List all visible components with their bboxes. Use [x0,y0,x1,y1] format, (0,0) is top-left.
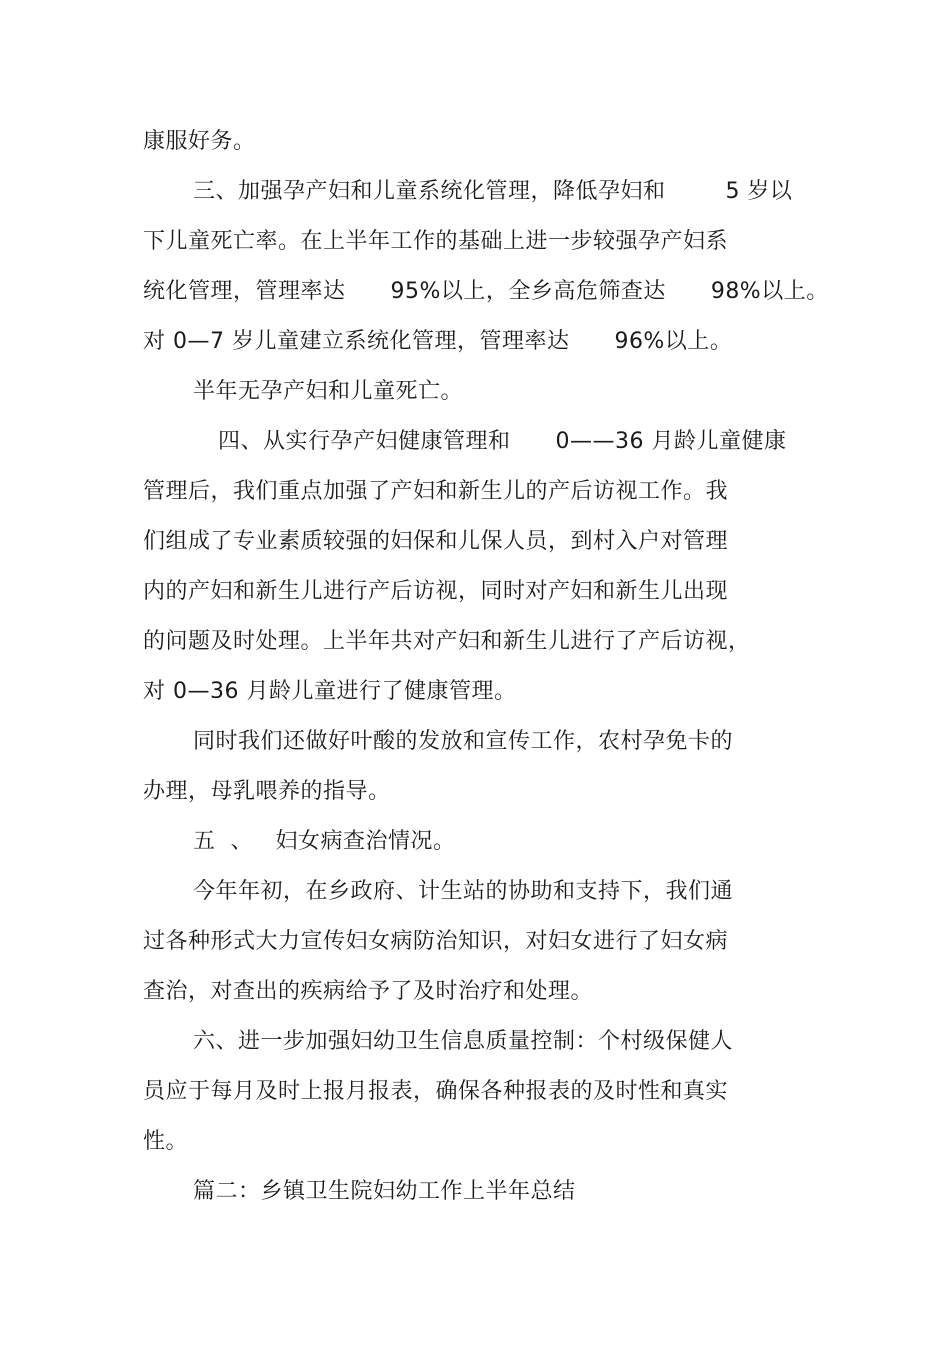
text-line-11: 的问题及时处理。上半年共对产妇和新生儿进行了产后访视， [143,629,751,654]
text-line-13: 同时我们还做好叶酸的发放和宣传工作，农村孕免卡的 [193,729,734,754]
text-line-8: 管理后，我们重点加强了产妇和新生儿的产后访视工作。我 [143,479,729,504]
text-line-18: 查治，对查出的疾病给予了及时治疗和处理。 [143,979,594,1004]
text-line-20: 员应于每月及时上报月报表，确保各种报表的及时性和真实 [143,1079,729,1104]
text-line-2: 三、加强孕产妇和儿童系统化管理，降低孕妇和 5 岁以 [193,179,793,204]
text-line-4: 统化管理，管理率达 95%以上，全乡高危筛查达 98%以上。 [143,279,829,304]
text-line-21: 性。 [143,1129,189,1154]
text-line-15: 五 、 妇女病查治情况。 [193,829,456,854]
text-line-7: 四、从实行孕产妇健康管理和 0——36 月龄儿童健康 [218,429,787,454]
text-line-5: 对 0—7 岁儿童建立系统化管理，管理率达 96%以上。 [143,329,733,354]
text-line-6: 半年无孕产妇和儿童死亡。 [193,379,464,404]
text-line-3: 下儿童死亡率。在上半年工作的基础上进一步较强孕产妇系 [143,229,729,254]
section-heading: 篇二：乡镇卫生院妇幼工作上半年总结 [193,1179,576,1204]
text-line-12: 对 0—36 月龄儿童进行了健康管理。 [143,679,517,704]
text-line-1: 康服好务。 [143,129,256,154]
text-line-10: 内的产妇和新生儿进行产后访视，同时对产妇和新生儿出现 [143,579,729,604]
text-line-14: 办理，母乳喂养的指导。 [143,779,391,804]
text-line-19: 六、进一步加强妇幼卫生信息质量控制：个村级保健人 [193,1029,734,1054]
text-line-17: 过各种形式大力宣传妇女病防治知识，对妇女进行了妇女病 [143,929,729,954]
text-line-16: 今年年初，在乡政府、计生站的协助和支持下，我们通 [193,879,734,904]
text-line-9: 们组成了专业素质较强的妇保和儿保人员，到村入户对管理 [143,529,729,554]
